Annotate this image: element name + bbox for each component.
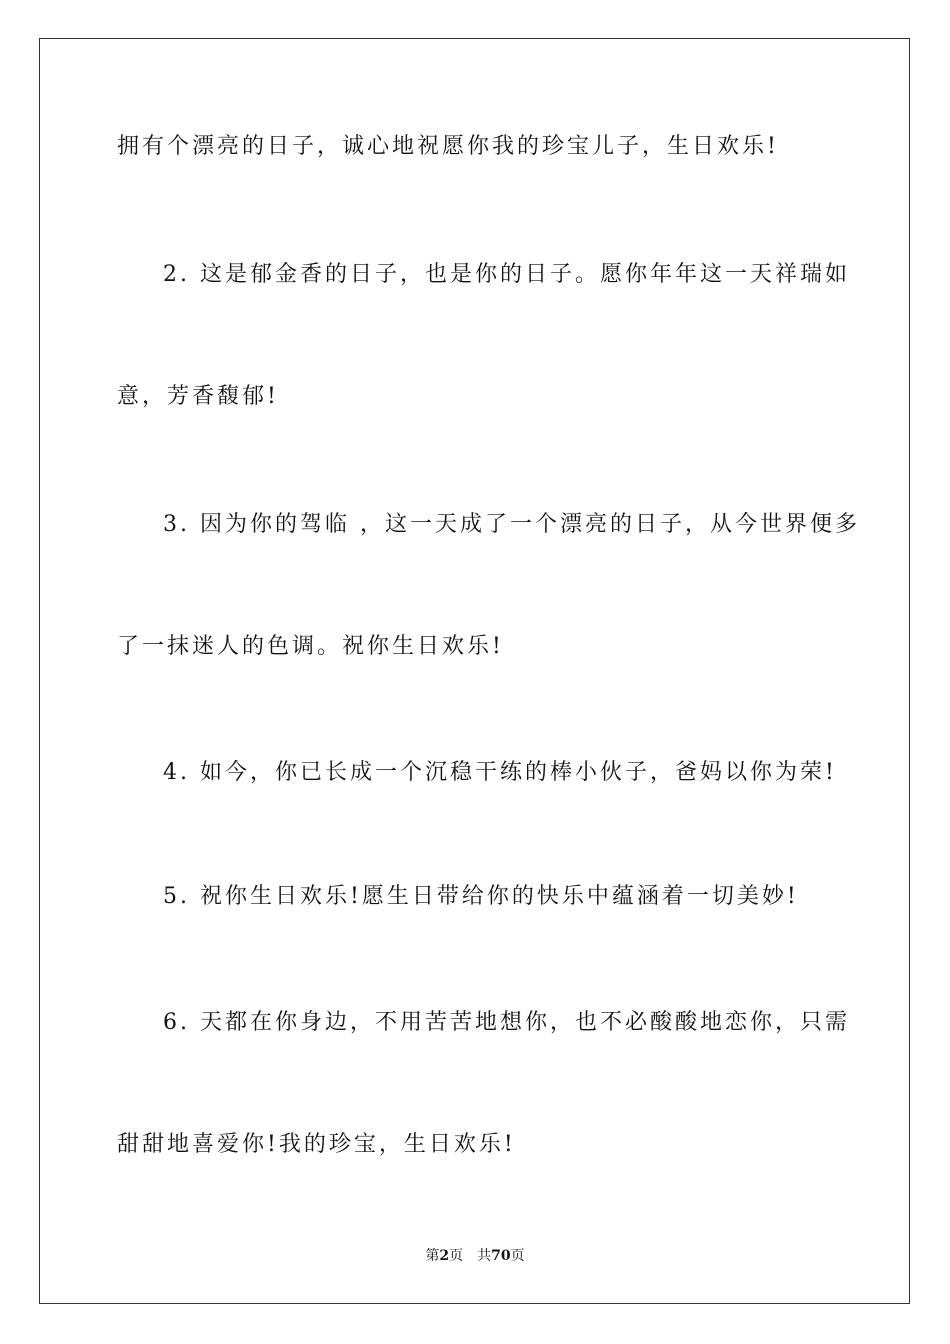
text-line-4: 3. 因为你的驾临 ，这一天成了一个漂亮的日子，从今世界便多 [163, 512, 860, 537]
text-line-7: 5. 祝你生日欢乐!愿生日带给你的快乐中蕴涵着一切美妙! [163, 884, 799, 909]
total-pages: 70 [491, 1248, 511, 1264]
text-line-8: 6. 天都在你身边，不用苦苦地想你，也不必酸酸地恋你，只需 [163, 1010, 850, 1035]
text-line-9: 甜甜地喜爱你!我的珍宝，生日欢乐! [117, 1132, 516, 1157]
text-line-2: 2. 这是郁金香的日子，也是你的日子。愿你年年这一天祥瑞如 [163, 262, 850, 287]
page-prefix: 第 [425, 1248, 440, 1264]
text-line-3: 意，芳香馥郁! [117, 384, 279, 409]
total-prefix: 共 [477, 1248, 492, 1264]
page-footer [0, 1247, 950, 1265]
total-suffix: 页 [510, 1248, 525, 1264]
page-border [39, 38, 910, 1304]
page-suffix: 页 [449, 1248, 464, 1264]
page-number: 2 [439, 1248, 450, 1264]
text-line-6: 4. 如今，你已长成一个沉稳干练的棒小伙子，爸妈以你为荣! [163, 760, 837, 785]
text-line-1: 拥有个漂亮的日子，诚心地祝愿你我的珍宝儿子，生日欢乐! [117, 134, 779, 159]
text-line-5: 了一抹迷人的色调。祝你生日欢乐! [117, 634, 504, 659]
